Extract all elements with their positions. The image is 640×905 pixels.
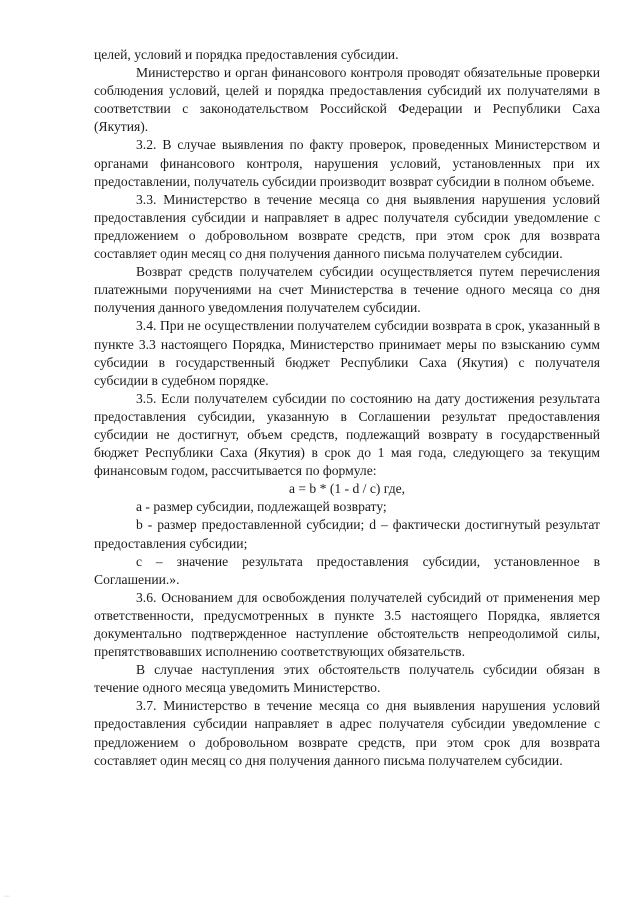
paragraph-return: Возврат средств получателем субсидии осуществляется путем перечисления платежными поручениями на счет Министерства в течение одного месяца со дня получения данного уведомления получателем субсидии. bbox=[94, 264, 600, 316]
formula-var-b-d: b - размер предоставленной субсидии; d – фактически достигнутый результат предоставления субсидии; bbox=[94, 517, 600, 551]
paragraph-3-5: 3.5. Если получателем субсидии по состоянию на дату достижения результата предоставления субсидии, указанную в Соглашении результат предоставления субсидии не достигнут, объем средств, подлежащий возврату в государственный бюджет Республики Саха (Якутия) в срок до 1 мая года, следующего за текущим финансовым годом, рассчитывается по формуле: bbox=[94, 390, 600, 479]
formula-var-c: с – значение результата предоставления субсидии, установленное в Соглашении.». bbox=[94, 553, 600, 587]
paragraph-3-7: 3.7. Министерство в течение месяца со дня выявления нарушения условий предоставления субсидии направляет в адрес получателя субсидии уведомление с предложением о добровольном возврате средств, при этом срок для возврата составляет один месяц со дня получения данного письма получателем субсидии. bbox=[94, 698, 600, 768]
document-body bbox=[94, 46, 600, 770]
paragraph-1: Министерство и орган финансового контроля проводят обязательные проверки соблюдения условий, целей и порядка предоставления субсидий их получателями в соответствии с законодательством Российской Федерации и Республики Саха (Якутия). bbox=[94, 65, 600, 135]
paragraph-notify: В случае наступления этих обстоятельств получатель субсидии обязан в течение одного месяца уведомить Министерство. bbox=[94, 662, 600, 696]
scan-mark: ⋯ bbox=[4, 894, 11, 900]
formula: a = b * (1 - d / c) где, bbox=[288, 481, 406, 497]
paragraph-3-6: 3.6. Основанием для освобождения получателей субсидий от применения мер ответственности, предусмотренных в пункте 3.5 настоящего Порядка, является документально подтвержденное наступление обстоятельств непреодолимой силы, препятствовавших исполнению соответствующих обязательств. bbox=[94, 589, 600, 660]
paragraph-3-2: 3.2. В случае выявления по факту проверок, проведенных Министерством и органами финансового контроля, нарушения условий, установленных при их предоставлении, получатель субсидии производит возврат субсидии в полном объеме. bbox=[94, 137, 600, 189]
paragraph-0: целей, условий и порядка предоставления субсидии. bbox=[94, 47, 399, 62]
paragraph-3-3: 3.3. Министерство в течение месяца со дня выявления нарушения условий предоставления субсидии и направляет в адрес получателя субсидии уведомление с предложением о добровольном возврате средств, при этом срок для возврата составляет один месяц со дня получения данного письма получателем субсидии. bbox=[94, 191, 600, 262]
formula-var-a: а - размер субсидии, подлежащей возврату; bbox=[136, 499, 387, 515]
paragraph-3-4: 3.4. При не осуществлении получателем субсидии возврата в срок, указанный в пункте 3.3 настоящего Порядка, Министерство принимает меры по взысканию сумм субсидии в государственный бюджет Республики Саха (Якутия) с получателя субсидии в судебном порядке. bbox=[94, 318, 600, 388]
